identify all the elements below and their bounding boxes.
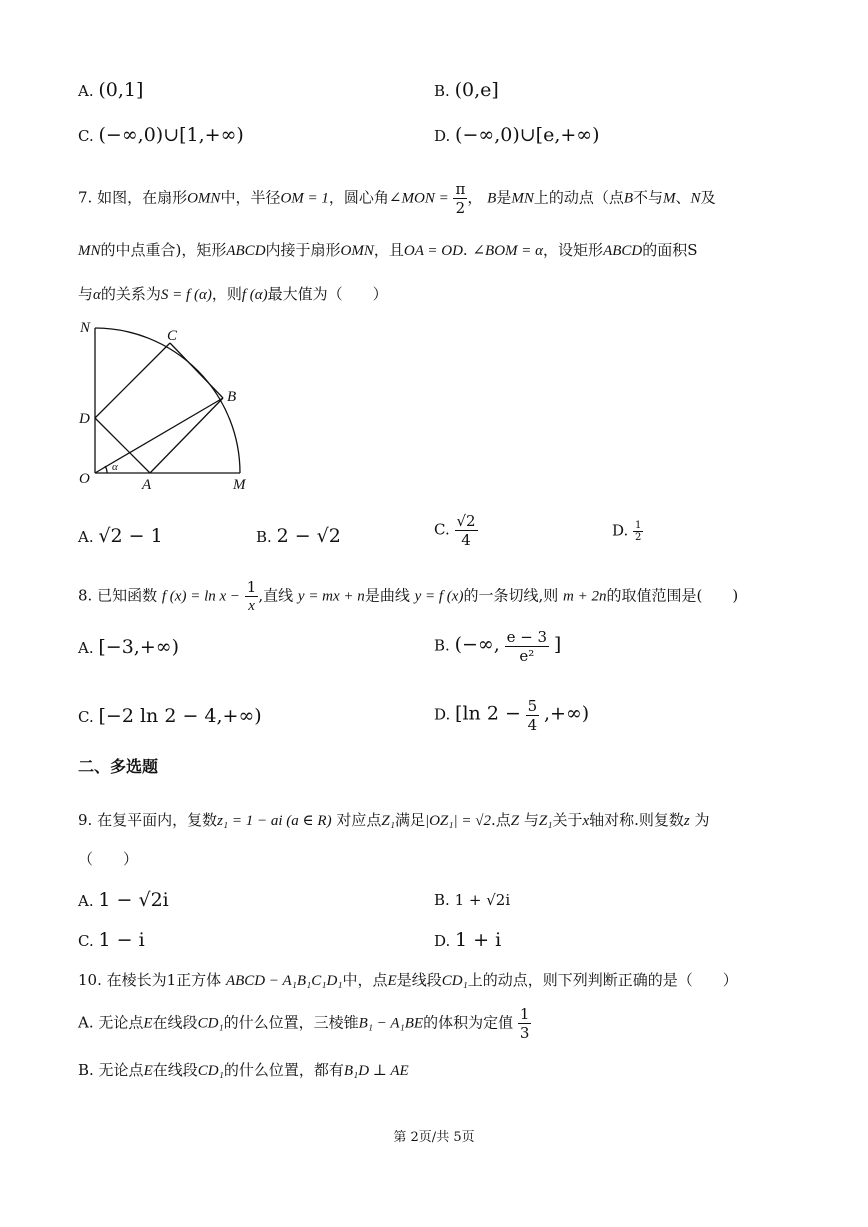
label-c: C [167, 328, 178, 344]
q9-option-c: C. 1 − i [78, 929, 145, 951]
q9-option-d: D. 1 + i [434, 929, 502, 951]
q10-option-b: B. 无论点E在线段CD₁的什么位置，都有B₁D ⊥ AE [78, 1061, 409, 1079]
q9-paren: （ ） [78, 850, 139, 868]
page-footer: 第 2页/共 5页 [393, 1130, 475, 1145]
label-o: O [79, 471, 90, 487]
pi-over-2: $\frac{\pi}{2}$ [455, 180, 466, 217]
one-over-x: $\frac{1}{x}$ [246, 578, 257, 614]
q7-line3: 与α的关系为S = f (α)，则f (α)最大值为（ ） [78, 285, 388, 303]
section-title: 二、多选题 [78, 757, 159, 776]
q8-option-b: B. (−∞, $\frac{e - 3}{\text{e²}}$ ] [434, 628, 562, 665]
segment-dc [95, 343, 170, 418]
label-alpha: α [112, 461, 118, 473]
segment-cb [170, 343, 223, 398]
one-third: $\frac{1}{3}$ [519, 1005, 530, 1042]
q8-option-d: D. [ln 2 − $\frac{5}{4}$ ,+∞) [434, 697, 590, 734]
q7-line2: MN的中点重合)，矩形ABCD内接于扇形OMN，且OA = OD. ∠BOM = α，设矩形ABCD的面积S [78, 241, 698, 259]
q6-option-c: C. (−∞,0)∪[1,+∞) [78, 124, 244, 146]
q7-option-a: A. √2 − 1 [78, 525, 163, 547]
q7-option-c: C. $\frac{√2}{4}$ [434, 512, 476, 549]
q9-option-a: A. 1 − √2i [78, 889, 169, 911]
q8-stem: 8. 已知函数 f (x) = ln x − $\frac{1}{x}$ ,直线 y = mx + n是曲线 y = f (x)的一条切线,则 m + 2n的取值范围是( ) [78, 578, 739, 614]
q10-option-a: A. 无论点E在线段CD₁的什么位置，三棱锥B₁ − A₁BE的体积为定值 $\frac{1}{3}$ [78, 1005, 530, 1042]
segment-ba [150, 398, 223, 473]
q6-option-d: D. (−∞,0)∪[e,+∞) [434, 124, 600, 146]
sector-rectangle-figure [70, 318, 260, 496]
q7-line1: 7. 如图，在扇形OMN中，半径OM = 1，圆心角∠MON = $\frac{\pi}{2}$ ， B是MN上的动点（点B不与M、N及 [78, 180, 716, 217]
label-a: A [142, 477, 152, 493]
q8-option-a: A. [−3,+∞) [78, 636, 180, 658]
q10-stem: 10. 在棱长为1正方体 ABCD − A₁B₁C₁D₁中，点E是线段CD₁上的动点，则下列判断正确的是（ ） [78, 971, 738, 989]
q9-option-b: B. 1 + √2i [434, 891, 511, 909]
q7-option-b: B. 2 − √2 [256, 525, 341, 547]
q6-option-a: A. (0,1] [78, 79, 144, 101]
q7-option-d: D. $\frac{1}{2}$ [612, 520, 642, 543]
label-d: D [79, 411, 90, 427]
angle-arc [105, 466, 107, 473]
label-b: B [227, 389, 237, 405]
label-n: N [80, 320, 91, 336]
label-m: M [233, 477, 246, 493]
q6-option-b: B. (0,e] [434, 79, 499, 101]
q9-stem: 9. 在复平面内，复数z₁ = 1 − ai (a ∈ R) 对应点Z₁满足|OZ₁| = √2.点Z 与Z₁关于x轴对称.则复数z 为 [78, 811, 710, 829]
q8-option-c: C. [−2 ln 2 − 4,+∞) [78, 705, 262, 727]
